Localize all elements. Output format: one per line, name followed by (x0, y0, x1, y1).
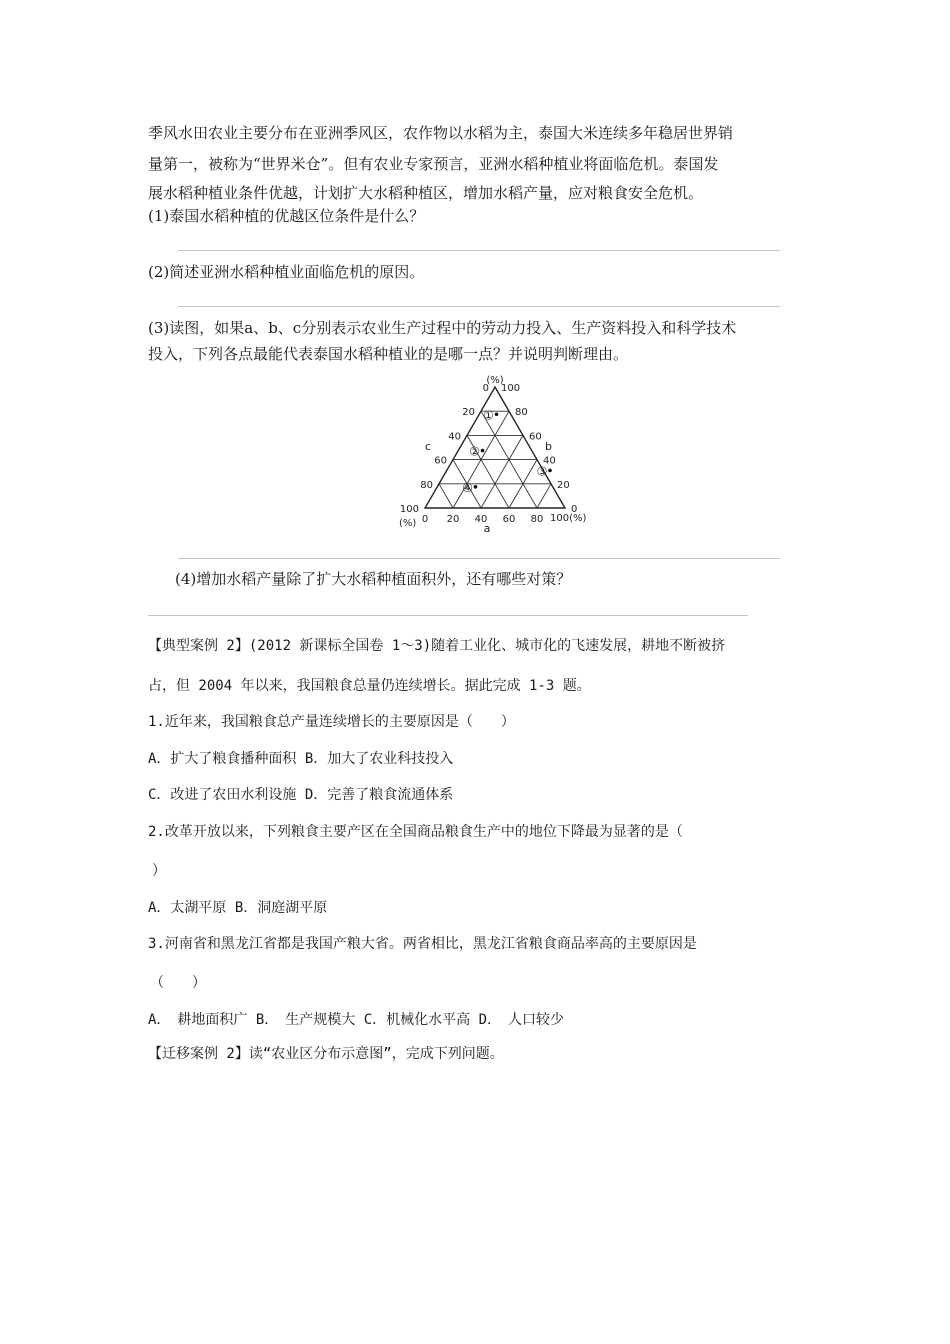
case-2-question-2-line-1: 2.改革开放以来，下列粮食主要产区在全国商品粮食生产中的地位下降最为显著的是（ (148, 824, 683, 840)
left-tick-label: 40 (448, 431, 461, 443)
data-point (548, 469, 552, 473)
right-tick-label: 40 (543, 455, 556, 467)
grid-line (481, 435, 523, 508)
left-tick-label: 80 (420, 479, 433, 491)
grid-line (439, 484, 453, 508)
answer-line-1 (178, 250, 780, 251)
intro-line-1: 季风水田农业主要分布在亚洲季风区，农作物以水稻为主，泰国大米连续多年稳居世界销 (148, 124, 734, 142)
question-3-line-1: (3)读图，如果a、b、c分别表示农业生产过程中的劳动力投入、生产资料投入和科学技术 (148, 319, 737, 337)
answer-line-2 (178, 306, 780, 307)
ternary-diagram (395, 368, 595, 538)
grid-line (537, 484, 551, 508)
case-2-question-3-line-1: 3.河南省和黑龙江省都是我国产粮大省。两省相比，黑龙江省粮食商品率高的主要原因是 (148, 936, 697, 952)
case-2-question-2-options: A．太湖平原 B．洞庭湖平原 (148, 900, 328, 916)
right-tick-label: 60 (529, 431, 542, 443)
axis-label-b: b (545, 440, 552, 453)
bottom-tick-label: 0 (421, 514, 429, 525)
data-point-label: ④ (462, 480, 473, 495)
bottom-right-percent-label: 100(%) (550, 513, 587, 524)
left-tick-label: 100 (399, 504, 419, 515)
bottom-left-percent-label: (%) (399, 518, 417, 529)
data-point (495, 412, 499, 416)
case-2-line-2: 占，但 2004 年以来，我国粮食总量仍连续增长。据此完成 1-3 题。 (148, 678, 591, 694)
left-tick-label: 20 (462, 407, 475, 419)
bottom-tick-label: 60 (502, 514, 516, 525)
case-2-question-1-options-ab: A．扩大了粮食播种面积 B．加大了农业科技投入 (148, 751, 454, 767)
right-tick-label: 100 (501, 383, 521, 394)
ternary-ticks (400, 383, 577, 525)
bottom-tick-label: 20 (446, 514, 460, 525)
data-point-label: ③ (536, 464, 548, 479)
case-2-question-1-options-cd: C．改进了农田水利设施 D．完善了粮食流通体系 (148, 787, 454, 803)
case-2-question-3-line-2: （ ） (150, 975, 206, 991)
data-point (474, 485, 478, 489)
question-1: (1)泰国水稻种植的优越区位条件是什么？ (148, 207, 425, 225)
bottom-tick-label: 40 (474, 514, 488, 525)
question-4: (4)增加水稻产量除了扩大水稻种植面积外，还有哪些对策？ (175, 570, 572, 588)
left-tick-label: 0 (482, 383, 489, 394)
question-3-line-2: 投入，下列各点最能代表泰国水稻种植业的是哪一点？并说明判断理由。 (148, 345, 629, 363)
answer-line-3 (178, 558, 780, 559)
ternary-grid (425, 387, 565, 508)
intro-line-3: 展水稻种植业条件优越，计划扩大水稻种植区，增加水稻产量，应对粮食安全危机。 (148, 184, 704, 202)
left-tick-label: 60 (434, 455, 447, 467)
question-2: (2)简述亚洲水稻种植业面临危机的原因。 (148, 263, 425, 281)
bottom-tick-label: 80 (530, 514, 544, 525)
right-tick-label: 80 (515, 407, 528, 419)
ternary-labels (399, 375, 586, 535)
transfer-case-2: 【迁移案例 2】读“农业区分布示意图”，完成下列问题。 (148, 1046, 504, 1062)
case-2-question-2-line-2: ） (152, 863, 166, 879)
case-2-question-3-options: A． 耕地面积广 B． 生产规模大 C．机械化水平高 D． 人口较少 (148, 1012, 564, 1028)
intro-line-2: 量第一，被称为“世界米仓”。但有农业专家预言，亚洲水稻种植业将面临危机。泰国发 (148, 155, 719, 173)
data-point-label: ① (483, 408, 494, 423)
data-point (481, 449, 485, 453)
top-percent-label: (%) (486, 375, 504, 386)
axis-label-a: a (483, 522, 491, 535)
case-2-line-1: 【典型案例 2】(2012 新课标全国卷 1～3)随着工业化、城市化的飞速发展，耕地不断被挤 (148, 638, 726, 654)
right-tick-label: 0 (571, 504, 578, 515)
triangle-outline (425, 387, 565, 508)
right-tick-label: 20 (557, 479, 570, 491)
axis-label-c: c (425, 440, 432, 453)
case-2-question-1: 1.近年来，我国粮食总产量连续增长的主要原因是（ ） (148, 714, 515, 730)
answer-line-4 (148, 615, 748, 616)
data-point-label: ② (469, 444, 480, 459)
